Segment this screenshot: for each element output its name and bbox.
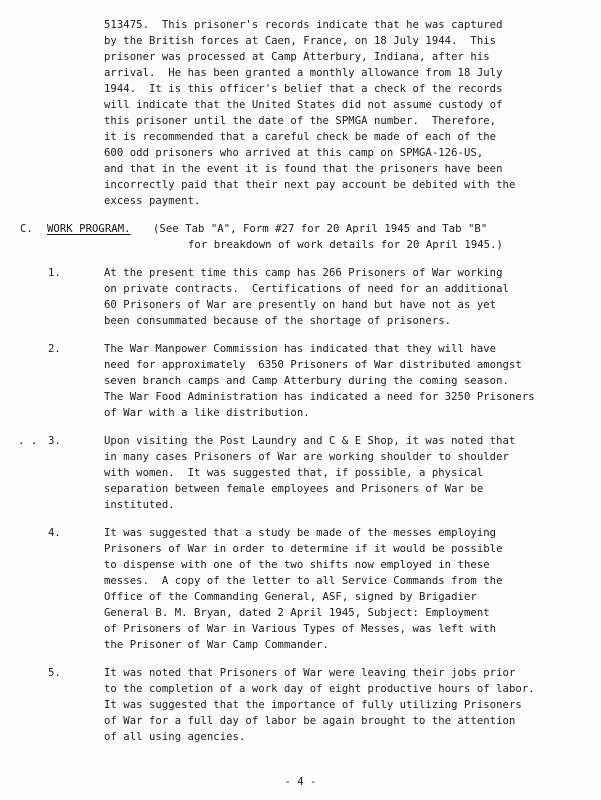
item-line: 60 Prisoners of War are presently on hand but have not as yet — [104, 299, 497, 311]
intro-line: 513475. This prisoner's records indicate that he was captured — [104, 19, 503, 31]
item-line: separation between female employees and Prisoners of War be — [104, 483, 484, 495]
item-line: of War with a like distribution. — [104, 407, 310, 419]
item-line: to the completion of a work day of eight productive hours of labor. — [104, 683, 535, 695]
intro-line: will indicate that the United States did not assume custody of — [104, 99, 503, 111]
item-line: in many cases Prisoners of War are working shoulder to shoulder — [104, 451, 509, 463]
item-line: of Prisoners of War in Various Types of Messes, was left with — [104, 623, 497, 635]
intro-line: 600 odd prisoners who arrived at this camp on SPMGA-126-US, — [104, 147, 484, 159]
item-line: seven branch camps and Camp Atterbury during the coming season. — [104, 375, 509, 387]
intro-line: this prisoner until the date of the SPMGA number. Therefore, — [104, 115, 497, 127]
item-line: It was suggested that the importance of fully utilizing Prisoners — [104, 699, 522, 711]
item-line: been consummated because of the shortage of prisoners. — [104, 315, 452, 327]
intro-line: excess payment. — [104, 195, 201, 207]
page-number: - 4 - — [284, 776, 317, 788]
intro-line: 1944. It is this officer's belief that a check of the records — [104, 83, 503, 95]
item-line: It was suggested that a study be made of the messes employing — [104, 527, 497, 539]
intro-line: prisoner was processed at Camp Atterbury, Indiana, after his — [104, 51, 490, 63]
item-line: It was noted that Prisoners of War were leaving their jobs prior — [104, 667, 516, 679]
item-number: 4. — [48, 527, 61, 539]
item-number: 3. — [48, 435, 61, 447]
item-line: with women. It was suggested that, if possible, a physical — [104, 467, 484, 479]
section-reference: (See Tab "A", Form #27 for 20 April 1945 and Tab "B" — [153, 223, 488, 235]
item-line: The War Food Administration has indicated a need for 3250 Prisoners — [104, 391, 535, 403]
item-line: the Prisoner of War Camp Commander. — [104, 639, 329, 651]
item-number: 5. — [48, 667, 61, 679]
item-line: Prisoners of War in order to determine if it would be possible — [104, 543, 503, 555]
intro-line: it is recommended that a careful check be made of each of the — [104, 131, 497, 143]
item-line: of all using agencies. — [104, 731, 246, 743]
item-number: 2. — [48, 343, 61, 355]
item-line: of War for a full day of labor be again brought to the attention — [104, 715, 516, 727]
item-number: 1. — [48, 267, 61, 279]
section-reference: for breakdown of work details for 20 April 1945.) — [188, 239, 503, 251]
stray-mark: . . — [18, 435, 38, 447]
item-line: instituted. — [104, 499, 175, 511]
item-line: General B. M. Bryan, dated 2 April 1945, Subject: Employment — [104, 607, 490, 619]
item-line: to dispense with one of the two shifts now employed in these — [104, 559, 490, 571]
item-line: Upon visiting the Post Laundry and C & E Shop, it was noted that — [104, 435, 516, 447]
item-line: on private contracts. Certifications of need for an additional — [104, 283, 509, 295]
intro-line: incorrectly paid that their next pay account be debited with the — [104, 179, 516, 191]
item-line: messes. A copy of the letter to all Service Commands from the — [104, 575, 503, 587]
item-line: At the present time this camp has 266 Prisoners of War working — [104, 267, 503, 279]
item-line: Office of the Commanding General, ASF, signed by Brigadier — [104, 591, 477, 603]
section-title: WORK PROGRAM. — [47, 223, 131, 235]
intro-line: and that in the event it is found that the prisoners have been — [104, 163, 503, 175]
item-line: need for approximately 6350 Prisoners of War distributed amongst — [104, 359, 522, 371]
item-line: The War Manpower Commission has indicated that they will have — [104, 343, 497, 355]
intro-line: arrival. He has been granted a monthly allowance from 18 July — [104, 67, 503, 79]
intro-line: by the British forces at Caen, France, on 18 July 1944. This — [104, 35, 497, 47]
section-letter: C. — [20, 223, 33, 235]
